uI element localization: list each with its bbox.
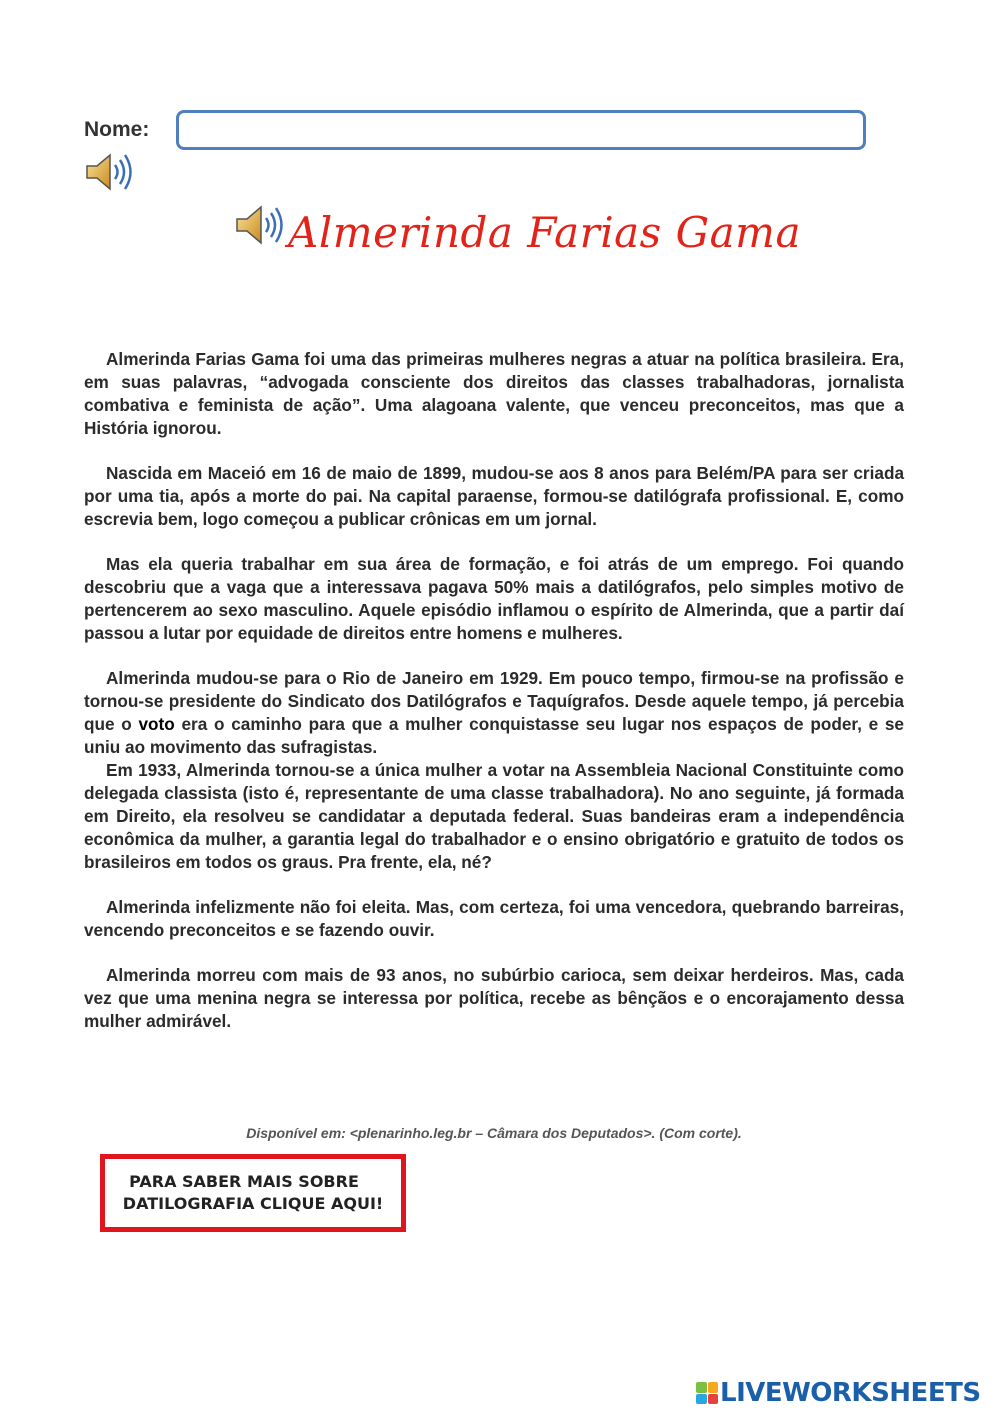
brand-text: LIVEWORKSHEETS <box>720 1378 981 1408</box>
paragraph-7: Almerinda morreu com mais de 93 anos, no subúrbio carioca, sem deixar herdeiros. Mas, cada vez que uma menina negra se interessa por política, recebe as bênçãos e o encorajamento dessa mulher admirável. <box>84 965 904 1031</box>
paragraph-4 <box>84 667 904 759</box>
name-label: Nome: <box>84 118 150 141</box>
article-body <box>84 348 904 1055</box>
name-input[interactable] <box>176 110 866 150</box>
paragraph-4-end: era o caminho para que a mulher conquistasse seu lugar nos espaços de poder, e se uniu ao movimento das sufragistas. <box>84 714 904 757</box>
paragraph-3: Mas ela queria trabalhar em sua área de formação, e foi atrás de um emprego. Foi quando descobriu que a vaga que a interessava pagava 50% mais a datilógrafos, pelo simples motivo de pertencerem ao sexo masculino. Aquele episódio inflamou o espírito de Almerinda, que a partir daí passou a lutar por equidade de direitos entre homens e mulheres. <box>84 554 904 643</box>
paragraph-1: Almerinda Farias Gama foi uma das primeiras mulheres negras a atuar na política brasileira. Era, em suas palavras, “advogada consciente dos direitos das classes trabalhadoras, jornalista combativa e feminista de ação”. Uma alagoana valente, que venceu preconceitos, mas que a História ignorou. <box>84 349 904 438</box>
title-speaker-icon[interactable] <box>234 202 288 248</box>
typing-info-link-button[interactable] <box>100 1154 406 1232</box>
page-title: Almerinda Farias Gama <box>288 208 802 257</box>
paragraph-6: Almerinda infelizmente não foi eleita. Mas, com certeza, foi uma vencedora, quebrando barreiras, vencendo preconceitos e se fazendo ouvir. <box>84 897 904 940</box>
source-citation: Disponível em: <plenarinho.leg.br – Câmara dos Deputados>. (Com corte). <box>246 1125 742 1141</box>
voto-word: voto <box>138 714 175 734</box>
paragraph-4-start: Almerinda mudou-se para o Rio de Janeiro em 1929. Em pouco tempo, firmou-se na profissão e tornou-se presidente do Sindicato dos Datilógrafos e Taquígrafos. Desde aquele tempo, já percebia que o <box>84 668 904 734</box>
link-line-1: PARA SABER MAIS SOBRE <box>129 1172 359 1191</box>
link-line-2: DATILOGRAFIA CLIQUE AQUI! <box>122 1194 384 1213</box>
liveworksheets-brand <box>696 1378 981 1408</box>
paragraph-2: Nascida em Maceió em 16 de maio de 1899, mudou-se aos 8 anos para Belém/PA para ser criada por uma tia, após a morte do pai. Na capital paraense, formou-se datilógrafa profissional. E, como escrevia bem, logo começou a publicar crônicas em um jornal. <box>84 463 904 529</box>
paragraph-5: Em 1933, Almerinda tornou-se a única mulher a votar na Assembleia Nacional Constituinte como delegada classista (isto é, representante de uma classe trabalhadora). No ano seguinte, já formada em Direito, ela resolveu se candidatar a deputada federal. Suas bandeiras eram a independência econômica da mulher, a garantia legal do trabalhador e o ensino obrigatório e gratuito de todos os brasileiros em todos os graus. Pra frente, ela, né? <box>84 760 904 872</box>
liveworksheets-logo-icon <box>696 1382 718 1404</box>
speaker-icon[interactable] <box>84 150 136 194</box>
